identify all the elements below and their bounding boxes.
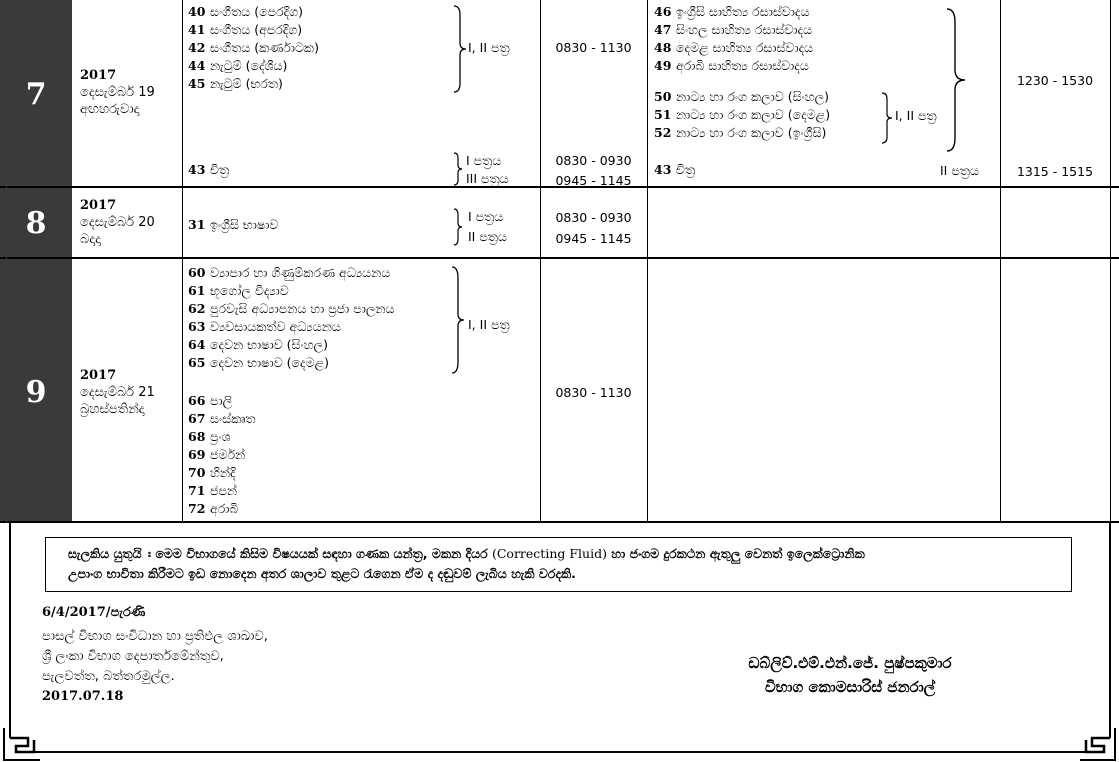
notice-box: [45, 537, 1072, 592]
subject-list-7-pm: [654, 3, 813, 75]
day-number-7: 7: [25, 77, 47, 112]
subject-item: 47 සිංහල සාහිත්‍ය රසාස්වාදය: [654, 22, 813, 37]
day-number-9: 9: [25, 375, 47, 410]
table-bottom-border: [0, 521, 1119, 523]
date-cell-7: [80, 67, 185, 118]
subject-item: 60 ව්‍යාපාර හා ගිණුම්කරණ අධ්‍යයනය: [188, 265, 391, 280]
subject-item: 71 ජපන්: [188, 483, 238, 498]
subject-item: 45 නැටුම් (භරත): [188, 76, 283, 91]
issuing-office: [42, 603, 268, 707]
subject-art-7-pm: 43 චිත්‍ර: [654, 162, 696, 177]
paper-labels-art-7: I පත්‍රය III පත්‍රය: [466, 153, 509, 186]
weekday: අඟහරුවාදා: [80, 102, 140, 117]
signatory-name: ඩබ්ලිව්.එම්.එන්.ජේ. පුෂ්පකුමාර: [748, 654, 952, 672]
subject-item: 42 සංගීතය (කර්ණාටක): [188, 40, 319, 55]
subject-item: 61 භූගෝල විද්‍යාව: [188, 283, 289, 298]
brace-icon: [945, 8, 969, 152]
brace-icon: [452, 152, 464, 186]
subject-item: 46 ඉංග්‍රීසි සාහිත්‍ය රසාස්වාදය: [654, 4, 810, 19]
office-line: පැලවත්ත, බත්තරමුල්ල.: [42, 669, 175, 684]
subject-8: 31 ඉංග්‍රීසි භාෂාව: [188, 217, 279, 232]
row-divider-8-9: [0, 257, 1119, 259]
notice-line-1: සැලකිය යුතුයි ඃ මෙම විභාගයේ කිසිම විෂයයක් සඳහා ගණක යන්ත්‍ර, මකන දියර (Correcting Fluid) හා ජංගම දුරකථන ඇතුලු වෙනත් ඉලෙක්ට්‍රොනික: [68, 546, 865, 561]
subject-item: 49 අරාබි සාහිත්‍ය රසාස්වාදය: [654, 58, 809, 73]
subject-list-7-am: [188, 3, 319, 93]
times-art-7: 0830 - 0930 0945 - 1145: [555, 153, 632, 188]
col-divider-time-am: [647, 0, 648, 523]
date-text: දෙසැම්බර් 20: [80, 215, 155, 230]
paper-label-art-7-pm: II පත්‍රය: [940, 163, 979, 178]
date-text: දෙසැම්බර් 21: [80, 385, 155, 400]
subject-item: 62 පුරවැසි අධ්‍යාපනය හා ප්‍රජා පාලනය: [188, 301, 395, 316]
brace-icon: [450, 266, 466, 374]
col-divider-subjects-am: [540, 0, 541, 523]
subject-item: 52 නාට්‍ය හා රංග කලාව (ඉංග්‍රීසි): [654, 125, 827, 140]
times-8: 0830 - 0930 0945 - 1145: [555, 210, 632, 246]
paper-label-7-am: I, II පත්‍ර: [468, 40, 510, 55]
year: 2017: [80, 368, 117, 383]
year: 2017: [80, 68, 117, 83]
subject-item: 69 ජර්මන්: [188, 447, 246, 462]
day-number-8: 8: [25, 206, 47, 241]
subject-item: 72 අරාබි: [188, 501, 239, 516]
subject-item: 48 දෙමළ සාහිත්‍ය රසාස්වාදය: [654, 40, 814, 55]
subject-list-9-languages: [188, 392, 256, 518]
subject-item: 68 ප්‍රංශ: [188, 429, 231, 444]
office-line: ශ්‍රී ලංකා විභාග දෙපාර්තමේන්තුව,: [42, 649, 224, 664]
subject-art-7: 43 චිත්‍ර: [188, 162, 230, 177]
time-art-7-pm: 1315 - 1515: [1016, 164, 1094, 179]
subject-item: 41 සංගීතය (අපරදිග): [188, 22, 303, 37]
reference-number: 6/4/2017/පැරණි: [42, 605, 146, 620]
time-9: 0830 - 1130: [555, 385, 632, 400]
subject-item: 64 දෙවන භාෂාව (සිංහල): [188, 337, 328, 352]
subject-item: 50 නාට්‍ය හා රංග කලාව (සිංහල): [654, 89, 830, 104]
brace-icon: [452, 208, 464, 246]
date-text: දෙසැම්බර් 19: [80, 85, 155, 100]
office-line: පාසල් විභාග සංවිධාන හා ප්‍රතිඵල ශාඛාව,: [42, 629, 268, 644]
subject-item: 63 ව්‍යවසායකත්ව අධ්‍යයනය: [188, 319, 341, 334]
subject-item: 65 දෙවන භාෂාව (දෙමළ): [188, 355, 330, 370]
subject-item: 44 නැටුම් (දේශීය): [188, 58, 288, 73]
subject-item: 67 සංස්කෘත: [188, 411, 256, 426]
paper-labels-8: I පත්‍රය II පත්‍රය: [468, 209, 507, 244]
weekday: බදාදා: [80, 232, 101, 247]
subject-item: 40 සංගීතය (පෙරදිග): [188, 4, 303, 19]
time-7-am: 0830 - 1130: [555, 40, 632, 55]
paper-label-7-drama: I, II පත්‍ර: [895, 108, 937, 123]
notice-line-2: උපාංග භාවිතා කිරීමට ඉඩ නොදෙන අතර ශාලාව තුළට රැගෙන ඒම ද දඬුවම් ලැබිය හැකි වරදකි.: [68, 566, 576, 581]
paper-label-9: I, II පත්‍ර: [468, 317, 510, 332]
date-cell-8: [80, 197, 185, 248]
date-cell-9: [80, 367, 185, 418]
weekday: බ්‍රහස්පතින්දා: [80, 402, 145, 417]
brace-icon: [452, 5, 468, 93]
time-7-pm: 1230 - 1530: [1016, 73, 1094, 88]
subject-item: 70 හින්දි: [188, 465, 236, 480]
subject-item: 51 නාට්‍ය හා රංග කලාව (දෙමළ): [654, 107, 831, 122]
signatory-title: විභාග කොමසාරිස් ජනරාල්: [764, 678, 936, 696]
year: 2017: [80, 198, 117, 213]
subject-list-7-drama: [654, 88, 830, 142]
signature-block: [700, 651, 1000, 699]
subject-list-9-group: [188, 264, 395, 372]
brace-icon: [880, 92, 894, 144]
right-border: [1110, 0, 1111, 523]
issue-date: 2017.07.18: [42, 689, 124, 704]
subject-item: 66 පාලි: [188, 393, 233, 408]
